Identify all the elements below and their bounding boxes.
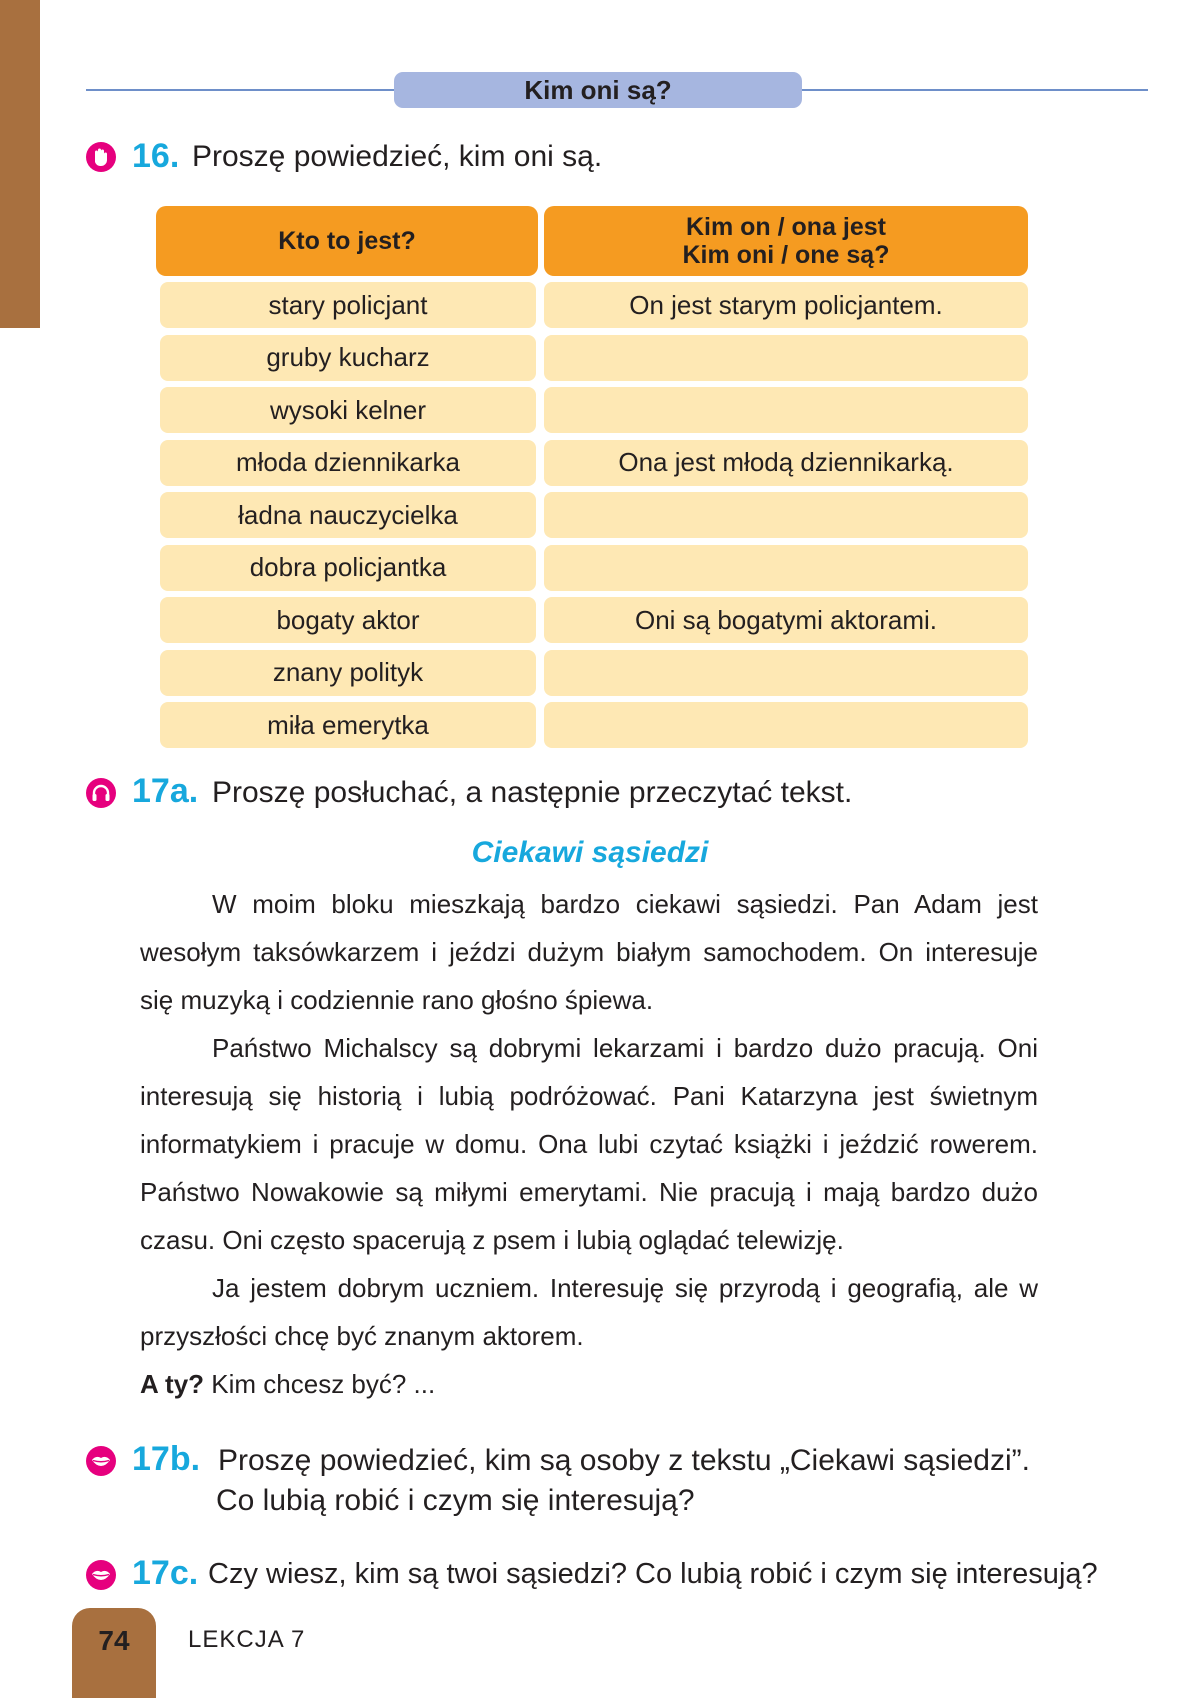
table-cell-answer[interactable] bbox=[544, 702, 1028, 748]
table-cell-answer[interactable]: On jest starym policjantem. bbox=[544, 282, 1028, 328]
mouth-icon bbox=[86, 1446, 116, 1476]
exercise-instruction: Czy wiesz, kim są twoi sąsiedzi? Co lubią robić i czym się interesują? bbox=[208, 1558, 1098, 1590]
col-header-who bbox=[156, 206, 538, 276]
col-header-answer bbox=[544, 206, 1028, 276]
table-cell-who: miła emerytka bbox=[160, 702, 536, 748]
story-title: Ciekawi sąsiedzi bbox=[471, 836, 709, 869]
col-header-who-label: Kto to jest? bbox=[278, 227, 416, 255]
story-closing bbox=[140, 1360, 1038, 1408]
table-cell-answer[interactable]: Oni są bogatymi aktorami. bbox=[544, 597, 1028, 643]
table-cell-answer[interactable]: Ona jest młodą dziennikarką. bbox=[544, 440, 1028, 486]
exercise-number: 17b. bbox=[132, 1440, 201, 1478]
table-cell-answer[interactable] bbox=[544, 650, 1028, 696]
table-cell-answer[interactable] bbox=[544, 387, 1028, 433]
story-paragraph: W moim bloku mieszkają bardzo ciekawi sąsiedzi. Pan Adam jest wesołym taksówkarzem i jeździ dużym białym samochodem. On interesuje się muzyką i codziennie rano głośno śpiewa. bbox=[140, 889, 1038, 1015]
exercise-instruction: Proszę posłuchać, a następnie przeczytać tekst. bbox=[212, 776, 853, 809]
exercise-17a-heading bbox=[86, 772, 986, 812]
table-cell-who: młoda dziennikarka bbox=[160, 440, 536, 486]
col-header-answer-line2: Kim oni / one są? bbox=[682, 241, 890, 269]
exercise-17c-heading bbox=[86, 1556, 1146, 1596]
page-number: 74 bbox=[72, 1608, 156, 1698]
table-cell-answer[interactable] bbox=[544, 545, 1028, 591]
story-closing-bold: A ty? bbox=[140, 1369, 205, 1399]
speaking-hand-icon bbox=[86, 142, 116, 172]
table-cell-who: ładna nauczycielka bbox=[160, 492, 536, 538]
exercise-number: 16. bbox=[132, 137, 180, 175]
exercise-instruction: Proszę powiedzieć, kim oni są. bbox=[192, 140, 603, 173]
exercise-number: 17c. bbox=[132, 1554, 199, 1592]
table-cell-answer[interactable] bbox=[544, 492, 1028, 538]
table-cell-who: bogaty aktor bbox=[160, 597, 536, 643]
table-cell-who: wysoki kelner bbox=[160, 387, 536, 433]
side-color-bar bbox=[0, 0, 40, 328]
col-header-answer-line1: Kim on / ona jest bbox=[685, 213, 887, 241]
lesson-label: LEKCJA 7 bbox=[188, 1626, 306, 1653]
story-paragraph: Ja jestem dobrym uczniem. Interesuję się przyrodą i geografią, ale w przyszłości chcę być znanym aktorem. bbox=[140, 1273, 1038, 1351]
exercise-number: 17a. bbox=[132, 772, 199, 810]
exercise-16-heading bbox=[86, 138, 986, 178]
story-paragraph: Państwo Michalscy są dobrymi lekarzami i bardzo dużo pracują. Oni interesują się historią i lubią podróżować. Pani Katarzyna jest świetnym informatykiem i pracuje w domu. Ona lubi czytać książki i jeździć rowerem. Państwo Nowakowie są miłymi emerytami. Nie pracują i mają bardzo dużo czasu. Oni często spacerują z psem i lubią oglądać telewizję. bbox=[140, 1033, 1038, 1255]
mouth-icon bbox=[86, 1560, 116, 1590]
exercise-instruction-line1: Proszę powiedzieć, kim są osoby z tekstu „Ciekawi sąsiedzi”. bbox=[218, 1444, 1030, 1477]
table-cell-who: dobra policjantka bbox=[160, 545, 536, 591]
headphones-icon bbox=[86, 778, 116, 808]
story-closing-rest: Kim chcesz być? ... bbox=[204, 1369, 436, 1399]
story-text bbox=[140, 880, 1038, 1408]
table-cell-who: znany polityk bbox=[160, 650, 536, 696]
table-cell-answer[interactable] bbox=[544, 335, 1028, 381]
section-title: Kim oni są? bbox=[394, 72, 802, 108]
exercise-17b-heading bbox=[86, 1440, 1146, 1530]
table-cell-who: stary policjant bbox=[160, 282, 536, 328]
table-cell-who: gruby kucharz bbox=[160, 335, 536, 381]
exercise-instruction-line2: Co lubią robić i czym się interesują? bbox=[216, 1484, 695, 1517]
